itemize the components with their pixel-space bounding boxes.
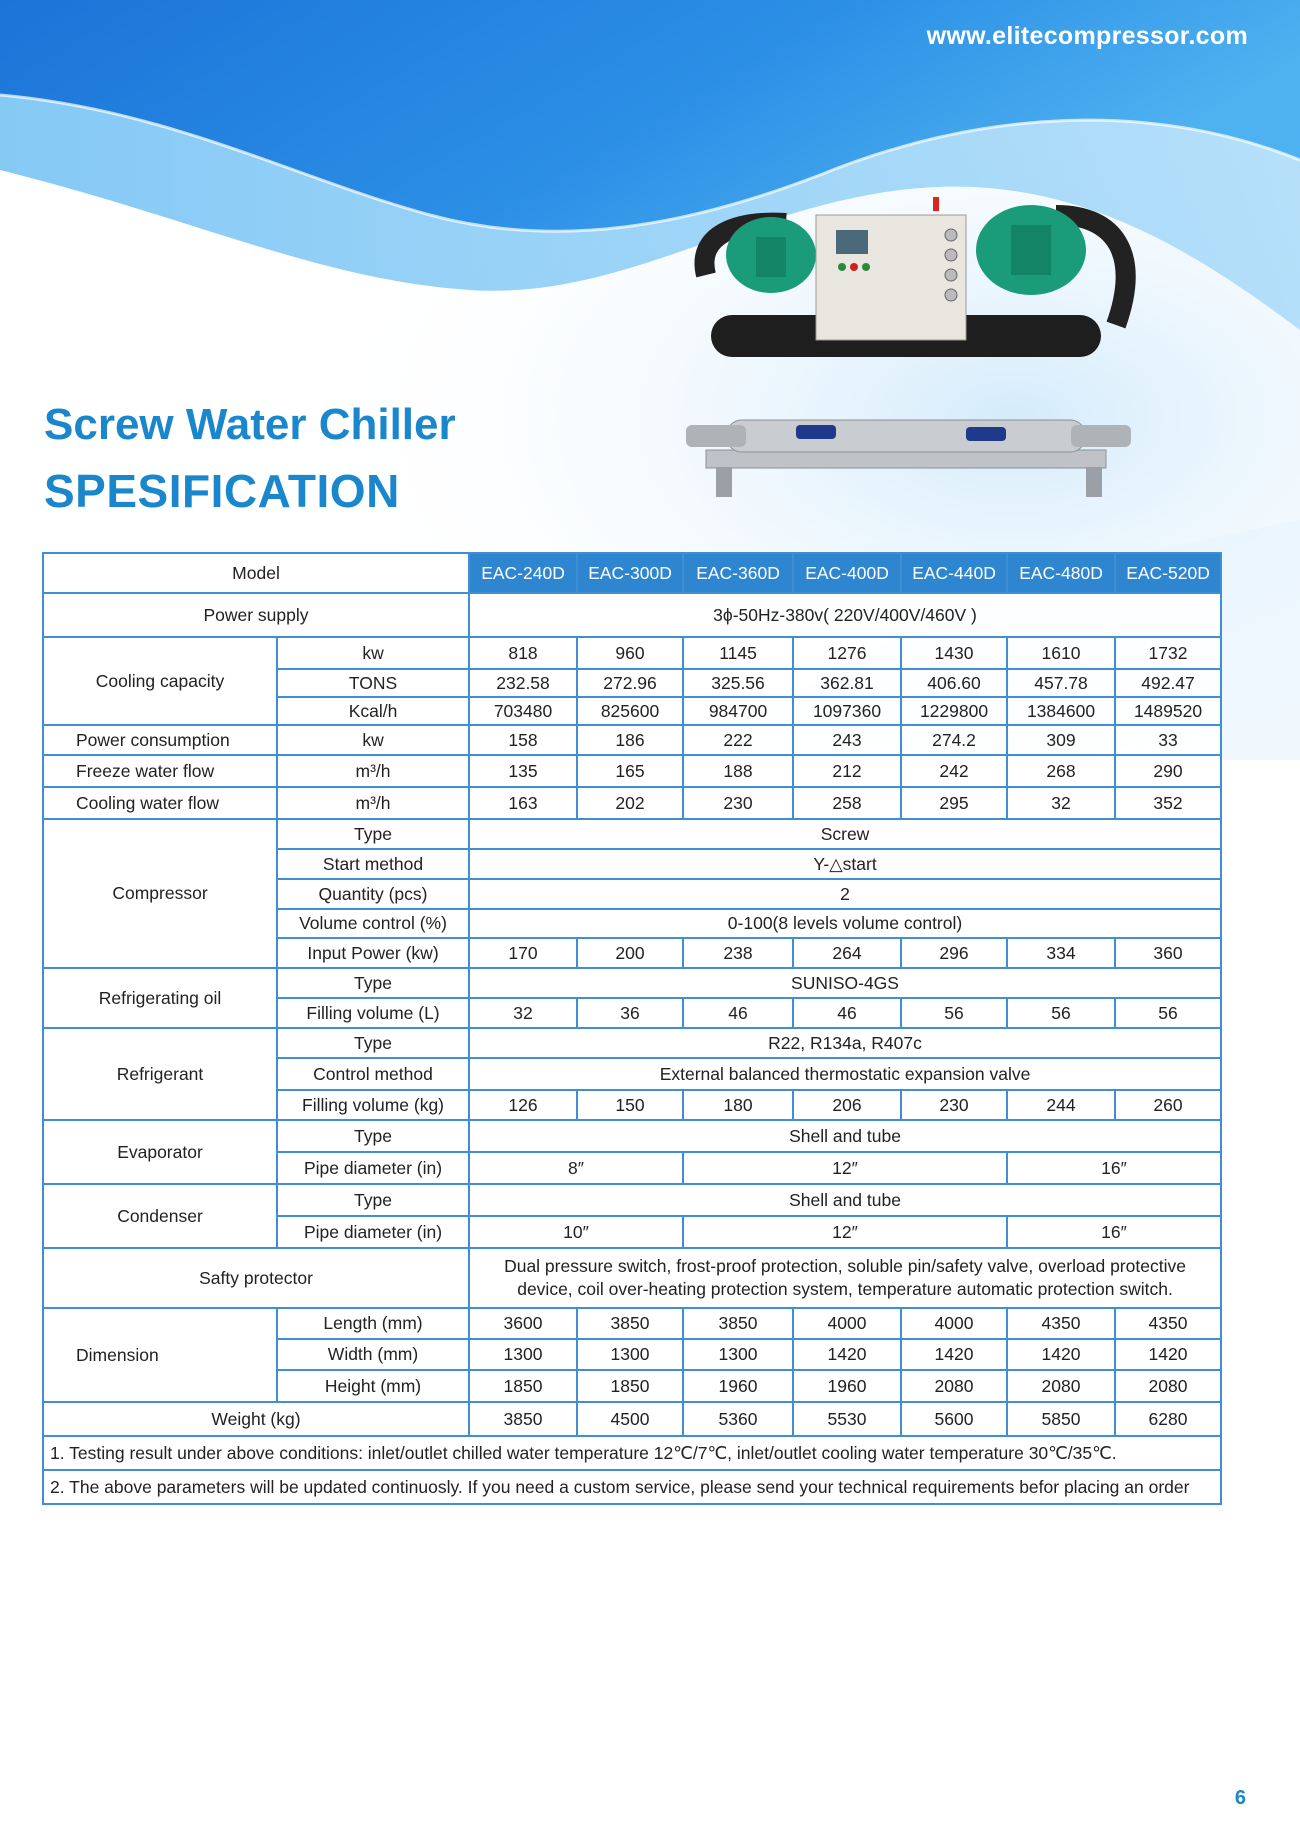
value-cell: 2080 (901, 1370, 1007, 1402)
value-cell: 1420 (1115, 1339, 1221, 1370)
refrigerating-oil-label: Refrigerating oil (43, 968, 277, 1028)
value-cell: 352 (1115, 787, 1221, 819)
model-name: EAC-240D (469, 553, 577, 593)
value-cell: 1384600 (1007, 697, 1115, 725)
value-cell: 3600 (469, 1308, 577, 1339)
value-cell: 3850 (469, 1402, 577, 1436)
value-cell: 5850 (1007, 1402, 1115, 1436)
param-label: Height (mm) (277, 1370, 469, 1402)
cooling-water-row (43, 787, 1221, 819)
value-cell: 406.60 (901, 669, 1007, 697)
weight-label: Weight (kg) (43, 1402, 469, 1436)
param-label: Quantity (pcs) (277, 879, 469, 909)
value-cell: 1850 (577, 1370, 683, 1402)
specification-table (42, 552, 1222, 1505)
unit-label: Kcal/h (277, 697, 469, 725)
value-cell: 1229800 (901, 697, 1007, 725)
value-cell: 1960 (683, 1370, 793, 1402)
value-cell: 212 (793, 755, 901, 787)
value-cell: 32 (469, 998, 577, 1028)
value-cell: 6280 (1115, 1402, 1221, 1436)
cooling-water-label: Cooling water flow (43, 787, 277, 819)
value-cell: 703480 (469, 697, 577, 725)
param-label: Start method (277, 849, 469, 879)
value-cell: 818 (469, 637, 577, 669)
pipe-value: 10″ (469, 1216, 683, 1248)
value-cell: 1276 (793, 637, 901, 669)
safety-label: Safty protector (43, 1248, 469, 1308)
value-cell: 4000 (793, 1308, 901, 1339)
param-label: Width (mm) (277, 1339, 469, 1370)
value-cell: 56 (1115, 998, 1221, 1028)
span-value: Shell and tube (469, 1184, 1221, 1216)
value-cell: 46 (683, 998, 793, 1028)
param-label: Pipe diameter (in) (277, 1152, 469, 1184)
value-cell: 325.56 (683, 669, 793, 697)
value-cell: 258 (793, 787, 901, 819)
span-value: Screw (469, 819, 1221, 849)
value-cell: 4350 (1115, 1308, 1221, 1339)
water-chiller-illustration (676, 195, 1156, 505)
model-row (43, 553, 1221, 593)
value-cell: 244 (1007, 1090, 1115, 1120)
value-cell: 3850 (683, 1308, 793, 1339)
param-label: Input Power (kw) (277, 938, 469, 968)
model-name: EAC-480D (1007, 553, 1115, 593)
value-cell: 296 (901, 938, 1007, 968)
value-cell: 200 (577, 938, 683, 968)
pipe-value: 16″ (1007, 1216, 1221, 1248)
value-cell: 33 (1115, 725, 1221, 755)
param-label: Length (mm) (277, 1308, 469, 1339)
dimension-label: Dimension (43, 1308, 277, 1402)
value-cell: 264 (793, 938, 901, 968)
compressor-label: Compressor (43, 819, 277, 968)
evaporator-label: Evaporator (43, 1120, 277, 1184)
value-cell: 180 (683, 1090, 793, 1120)
span-value: External balanced thermostatic expansion valve (469, 1058, 1221, 1090)
value-cell: 272.96 (577, 669, 683, 697)
value-cell: 56 (901, 998, 1007, 1028)
value-cell: 2080 (1007, 1370, 1115, 1402)
value-cell: 32 (1007, 787, 1115, 819)
param-label: Pipe diameter (in) (277, 1216, 469, 1248)
note-row (43, 1436, 1221, 1470)
page-subtitle: SPESIFICATION (44, 465, 400, 517)
value-cell: 126 (469, 1090, 577, 1120)
span-value: SUNISO-4GS (469, 968, 1221, 998)
pipe-value: 16″ (1007, 1152, 1221, 1184)
power-supply-value: 3ϕ-50Hz-380v( 220V/400V/460V ) (469, 593, 1221, 637)
unit-label: kw (277, 725, 469, 755)
value-cell: 5530 (793, 1402, 901, 1436)
value-cell: 238 (683, 938, 793, 968)
unit-label: m³/h (277, 787, 469, 819)
value-cell: 5600 (901, 1402, 1007, 1436)
span-value: Y-△start (469, 849, 1221, 879)
value-cell: 362.81 (793, 669, 901, 697)
value-cell: 960 (577, 637, 683, 669)
power-supply-label: Power supply (43, 593, 469, 637)
value-cell: 222 (683, 725, 793, 755)
value-cell: 150 (577, 1090, 683, 1120)
value-cell: 4350 (1007, 1308, 1115, 1339)
unit-label: kw (277, 637, 469, 669)
footnote: 2. The above parameters will be updated continuosly. If you need a custom service, please send your technical requirements befor placing an order (43, 1470, 1221, 1504)
safety-row (43, 1248, 1221, 1308)
condenser-label: Condenser (43, 1184, 277, 1248)
value-cell: 188 (683, 755, 793, 787)
model-name: EAC-440D (901, 553, 1007, 593)
value-cell: 36 (577, 998, 683, 1028)
refrigerant-label: Refrigerant (43, 1028, 277, 1120)
pipe-value: 8″ (469, 1152, 683, 1184)
power-consumption-label: Power consumption (43, 725, 277, 755)
value-cell: 360 (1115, 938, 1221, 968)
value-cell: 290 (1115, 755, 1221, 787)
pipe-value: 12″ (683, 1216, 1007, 1248)
value-cell: 1300 (577, 1339, 683, 1370)
oil-type-row (43, 968, 1221, 998)
footnote: 1. Testing result under above conditions: inlet/outlet chilled water temperature 12℃/7℃, inlet/outlet cooling water temperature 30℃/35℃. (43, 1436, 1221, 1470)
model-name: EAC-520D (1115, 553, 1221, 593)
param-label: Type (277, 819, 469, 849)
value-cell: 457.78 (1007, 669, 1115, 697)
value-cell: 165 (577, 755, 683, 787)
value-cell: 56 (1007, 998, 1115, 1028)
value-cell: 243 (793, 725, 901, 755)
value-cell: 232.58 (469, 669, 577, 697)
param-label: Type (277, 968, 469, 998)
param-label: Type (277, 1028, 469, 1058)
compressor-type-row (43, 819, 1221, 849)
model-name: EAC-300D (577, 553, 683, 593)
value-cell: 334 (1007, 938, 1115, 968)
value-cell: 1145 (683, 637, 793, 669)
param-label: Volume control (%) (277, 909, 469, 938)
value-cell: 309 (1007, 725, 1115, 755)
safety-value: Dual pressure switch, frost-proof protection, soluble pin/safety valve, overload protective device, coil over-heating protection system, temperature automatic protection switch. (469, 1248, 1221, 1308)
value-cell: 1732 (1115, 637, 1221, 669)
value-cell: 3850 (577, 1308, 683, 1339)
value-cell: 1420 (793, 1339, 901, 1370)
span-value: Shell and tube (469, 1120, 1221, 1152)
value-cell: 492.47 (1115, 669, 1221, 697)
value-cell: 163 (469, 787, 577, 819)
value-cell: 984700 (683, 697, 793, 725)
param-label: Filling volume (L) (277, 998, 469, 1028)
value-cell: 1489520 (1115, 697, 1221, 725)
value-cell: 1430 (901, 637, 1007, 669)
value-cell: 206 (793, 1090, 901, 1120)
condenser-type-row (43, 1184, 1221, 1216)
website-url[interactable]: www.elitecompressor.com (926, 22, 1248, 50)
value-cell: 170 (469, 938, 577, 968)
value-cell: 135 (469, 755, 577, 787)
model-label: Model (43, 553, 469, 593)
value-cell: 295 (901, 787, 1007, 819)
value-cell: 230 (901, 1090, 1007, 1120)
power-consumption-row (43, 725, 1221, 755)
span-value: 0-100(8 levels volume control) (469, 909, 1221, 938)
value-cell: 260 (1115, 1090, 1221, 1120)
param-label: Type (277, 1184, 469, 1216)
model-name: EAC-400D (793, 553, 901, 593)
refrigerant-type-row (43, 1028, 1221, 1058)
value-cell: 268 (1007, 755, 1115, 787)
value-cell: 274.2 (901, 725, 1007, 755)
value-cell: 46 (793, 998, 901, 1028)
evaporator-type-row (43, 1120, 1221, 1152)
value-cell: 158 (469, 725, 577, 755)
power-supply-row (43, 593, 1221, 637)
freeze-water-label: Freeze water flow (43, 755, 277, 787)
value-cell: 1300 (469, 1339, 577, 1370)
value-cell: 1420 (1007, 1339, 1115, 1370)
dimension-length-row (43, 1308, 1221, 1339)
span-value: 2 (469, 879, 1221, 909)
weight-row (43, 1402, 1221, 1436)
unit-label: m³/h (277, 755, 469, 787)
cooling-kw-row (43, 637, 1221, 669)
value-cell: 186 (577, 725, 683, 755)
model-name: EAC-360D (683, 553, 793, 593)
param-label: Filling volume (kg) (277, 1090, 469, 1120)
value-cell: 230 (683, 787, 793, 819)
value-cell: 1850 (469, 1370, 577, 1402)
unit-label: TONS (277, 669, 469, 697)
value-cell: 1610 (1007, 637, 1115, 669)
value-cell: 1960 (793, 1370, 901, 1402)
value-cell: 2080 (1115, 1370, 1221, 1402)
param-label: Type (277, 1120, 469, 1152)
value-cell: 1097360 (793, 697, 901, 725)
value-cell: 202 (577, 787, 683, 819)
freeze-water-row (43, 755, 1221, 787)
value-cell: 825600 (577, 697, 683, 725)
page-number: 6 (1234, 1787, 1246, 1809)
cooling-capacity-label: Cooling capacity (43, 637, 277, 725)
value-cell: 1300 (683, 1339, 793, 1370)
value-cell: 4000 (901, 1308, 1007, 1339)
pipe-value: 12″ (683, 1152, 1007, 1184)
page-title: Screw Water Chiller (44, 400, 456, 449)
value-cell: 4500 (577, 1402, 683, 1436)
span-value: R22, R134a, R407c (469, 1028, 1221, 1058)
param-label: Control method (277, 1058, 469, 1090)
note-row (43, 1470, 1221, 1504)
value-cell: 1420 (901, 1339, 1007, 1370)
value-cell: 5360 (683, 1402, 793, 1436)
value-cell: 242 (901, 755, 1007, 787)
